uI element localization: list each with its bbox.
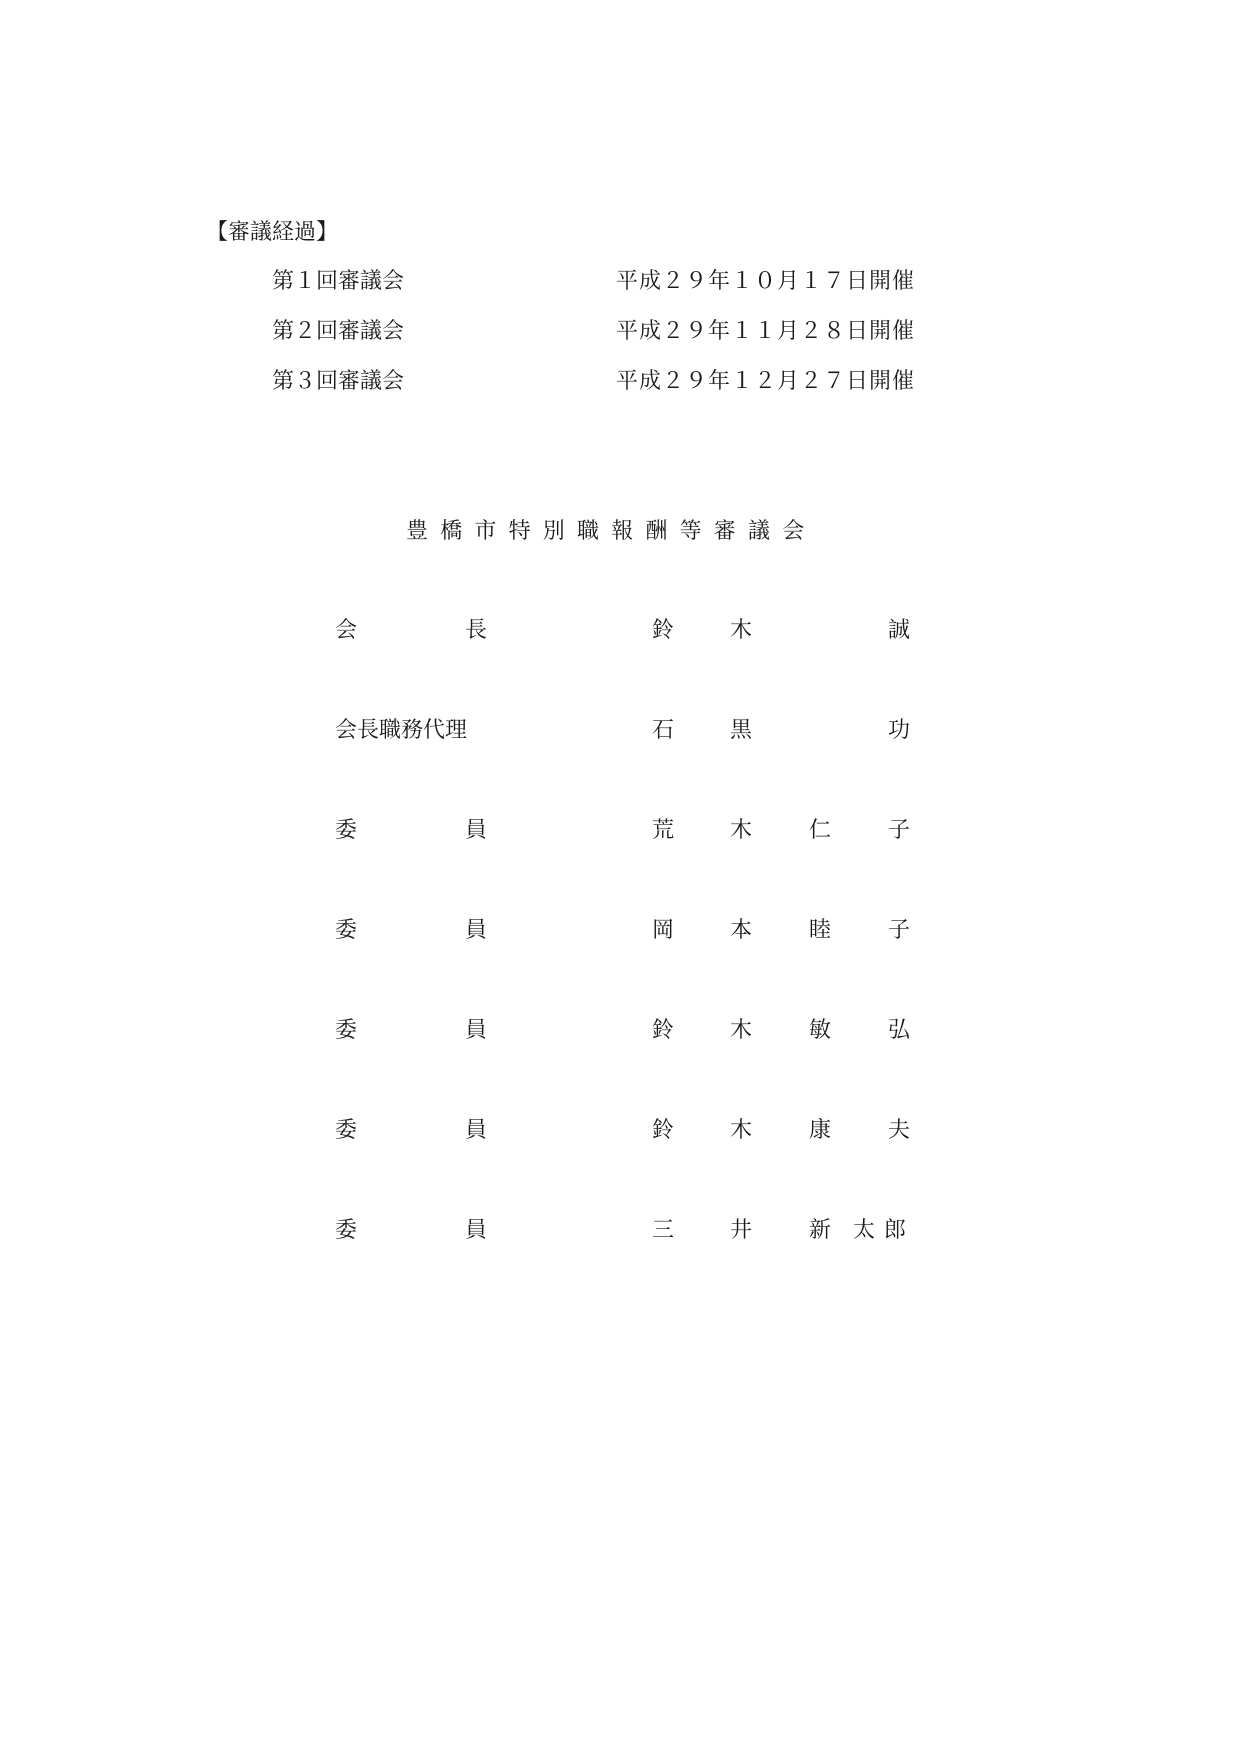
member-name-part: 睦: [809, 918, 832, 943]
council-title: 豊橋市特別職報酬等審議会: [406, 519, 817, 544]
member-role-first-char: 委: [335, 1118, 358, 1143]
member-name-part: 荒: [652, 818, 675, 843]
section-heading: 【審議経過】: [206, 220, 339, 245]
member-role: 会長職務代理: [335, 718, 468, 743]
member-name-part: 三: [652, 1218, 675, 1243]
member-name-part: 黒: [730, 718, 753, 743]
member-name-part: 子: [888, 818, 911, 843]
member-name-part: 新: [809, 1218, 832, 1243]
member-name-part: 木: [730, 1118, 753, 1143]
member-name-part: 岡: [652, 918, 675, 943]
member-name-part: 木: [730, 818, 753, 843]
member-name-part: 太郎: [853, 1218, 916, 1243]
member-role-second-char: 員: [465, 1018, 488, 1043]
member-role-first-char: 委: [335, 818, 358, 843]
meeting-name: 第１回審議会: [272, 269, 405, 294]
member-name-part: 木: [730, 1018, 753, 1043]
member-name-part: 本: [730, 918, 753, 943]
member-name-part: 鈴: [652, 618, 675, 643]
member-name-part: 功: [888, 718, 911, 743]
member-name-part: 弘: [888, 1018, 911, 1043]
member-role-first-char: 会: [335, 618, 358, 643]
member-name-part: 康: [809, 1118, 832, 1143]
member-role-first-char: 委: [335, 918, 358, 943]
member-role-second-char: 員: [465, 918, 488, 943]
member-name-part: 井: [730, 1218, 753, 1243]
meeting-date: 平成２９年１１月２８日開催: [616, 319, 916, 344]
member-role-second-char: 員: [465, 1118, 488, 1143]
member-name-part: 鈴: [652, 1018, 675, 1043]
meeting-name: 第２回審議会: [272, 319, 405, 344]
member-role-second-char: 員: [465, 818, 488, 843]
member-name-part: 鈴: [652, 1118, 675, 1143]
member-role-first-char: 委: [335, 1218, 358, 1243]
meeting-date: 平成２９年１０月１７日開催: [616, 269, 916, 294]
member-name-part: 仁: [809, 818, 832, 843]
member-name-part: 誠: [888, 618, 911, 643]
member-name-part: 敏: [809, 1018, 832, 1043]
meeting-date: 平成２９年１２月２７日開催: [616, 369, 916, 394]
member-name-part: 子: [888, 918, 911, 943]
member-role-second-char: 員: [465, 1218, 488, 1243]
member-name-part: 木: [730, 618, 753, 643]
member-name-part: 夫: [888, 1118, 911, 1143]
member-role-second-char: 長: [465, 618, 488, 643]
meeting-name: 第３回審議会: [272, 369, 405, 394]
member-role-first-char: 委: [335, 1018, 358, 1043]
member-name-part: 石: [652, 718, 675, 743]
